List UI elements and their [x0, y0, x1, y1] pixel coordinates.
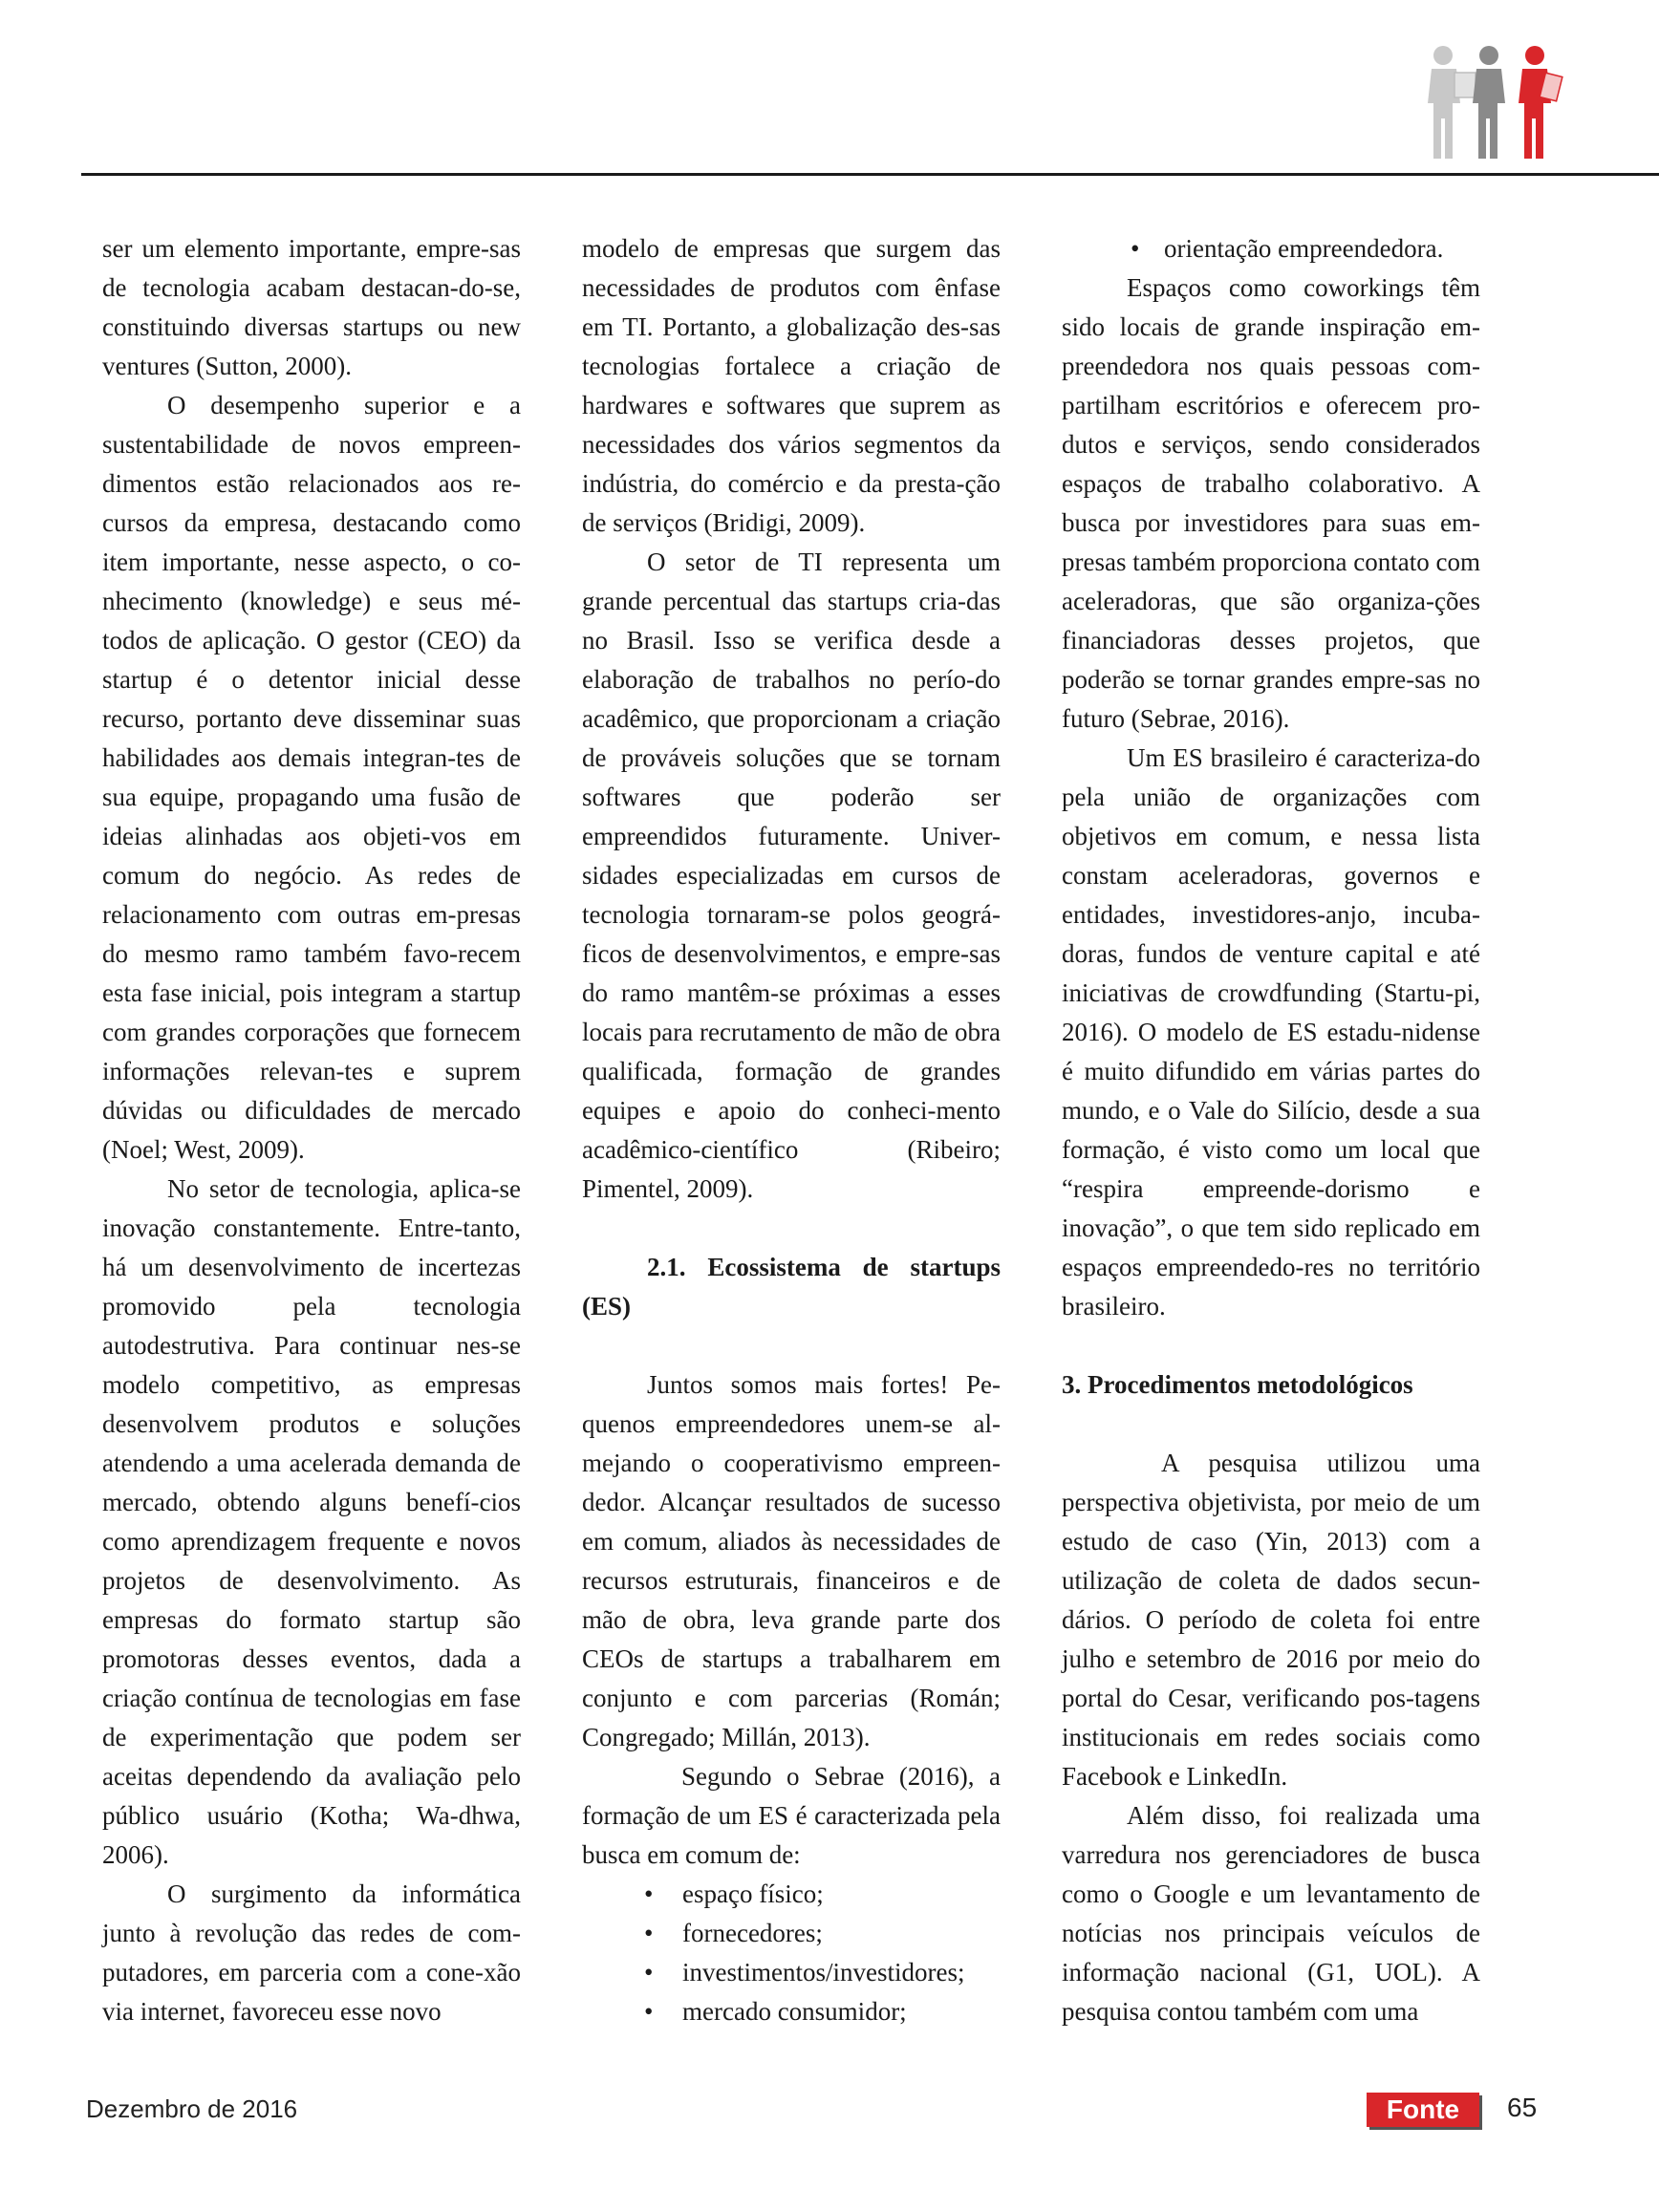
- list-item: • espaço físico;: [582, 1875, 1001, 1914]
- list-item: • orientação empreendedora.: [1062, 229, 1480, 268]
- list-item: • investimentos/investidores;: [582, 1953, 1001, 1992]
- bullet-list: [1062, 229, 1480, 268]
- paragraph: Um ES brasileiro é caracteriza-do pela união de organizações com objetivos em comum, e nessa lista constam aceleradoras, governos e entidades, investidores-anjo, incuba-doras, fundos de venture capital e até iniciativas de crowdfunding (Startu-pi, 2016). O modelo de ES estadu-nidense é muito difundido em várias partes do mundo, e o Vale do Silício, desde a sua formação, é visto como um local que “respira empreende-dorismo e inovação”, o que tem sido replicado em espaços empreendedo-res no território brasileiro.: [1062, 743, 1480, 1321]
- paragraph: ser um elemento importante, empre-sas de tecnologia acabam destacan-do-se, constituindo diversas startups ou new ventures (Sutton, 2000).: [102, 234, 521, 380]
- section-heading-3: 3. Procedimentos metodológicos: [1062, 1370, 1413, 1399]
- paragraph: O setor de TI representa um grande percentual das startups cria-das no Brasil. Isso se verifica desde a elaboração de trabalhos no perío-do acadêmico, que proporcionam a criação de prováveis soluções que se tornam softwares que poderão ser empreendidos futuramente. Univer-sidades especializadas em cursos de tecnologia tornaram-se polos geográ-ficos de desenvolvimentos, e empre-sas do ramo mantêm-se próximas a esses locais para recrutamento de mão de obra qualificada, formação de grandes equipes e apoio do conheci-mento acadêmico-científico (Ribeiro; Pimentel, 2009).: [582, 548, 1001, 1203]
- page-number: 65: [1507, 2093, 1538, 2122]
- bullet-list: [582, 1875, 1001, 2031]
- paragraph: Além disso, foi realizada uma varredura nos gerenciadores de busca como o Google e um levantamento de notícias nos principais veículos de informação nacional (G1, UOL). A pesquisa contou também com uma: [1062, 1801, 1480, 2026]
- text-column-2: [582, 229, 1001, 2031]
- list-item: • fornecedores;: [582, 1914, 1001, 1953]
- paragraph: O surgimento da informática junto à revolução das redes de com-putadores, em parceria com a cone-xão via internet, favoreceu esse novo: [102, 1879, 521, 2026]
- magazine-brand-logo: Fonte: [1367, 2093, 1479, 2127]
- three-people-figures-icon: [1422, 42, 1565, 176]
- footer-date: Dezembro de 2016: [86, 2094, 298, 2123]
- section-heading-2-1: 2.1. Ecossistema de startups (ES): [582, 1253, 1001, 1321]
- paragraph: Segundo o Sebrae (2016), a formação de um ES é caracterizada pela busca em comum de:: [582, 1762, 1001, 1869]
- paragraph: modelo de empresas que surgem das necessidades de produtos com ênfase em TI. Portanto, a globalização des-sas tecnologias fortalece a criação de hardwares e softwares que suprem as necessidades dos vários segmentos da indústria, do comércio e da presta-ção de serviços (Bridigi, 2009).: [582, 234, 1001, 537]
- paragraph: Espaços como coworkings têm sido locais de grande inspiração em-preendedora nos quais pessoas com-partilham escritórios e oferecem pro-dutos e serviços, sendo considerados espaços de trabalho colaborativo. A busca por investidores para suas em-presas também proporciona contato com aceleradoras, que são organiza-ções financiadoras desses projetos, que poderão se tornar grandes empre-sas no futuro (Sebrae, 2016).: [1062, 273, 1480, 733]
- paragraph: Juntos somos mais fortes! Pe-quenos empreendedores unem-se al-mejando o cooperativismo empreen-dedor. Alcançar resultados de sucesso em comum, aliados às necessidades de recursos estruturais, financeiros e de mão de obra, leva grande parte dos CEOs de startups a trabalharem em conjunto e com parcerias (Román; Congregado; Millán, 2013).: [582, 1370, 1001, 1751]
- list-item: • mercado consumidor;: [582, 1992, 1001, 2031]
- paragraph: No setor de tecnologia, aplica-se inovação constantemente. Entre-tanto, há um desenvolvimento de incertezas promovido pela tecnologia autodestrutiva. Para continuar nes-se modelo competitivo, as empresas desenvolvem produtos e soluções atendendo a uma acelerada demanda de mercado, obtendo alguns benefí-cios como aprendizagem frequente e novos projetos de desenvolvimento. As empresas do formato startup são promotoras desses eventos, dada a criação contínua de tecnologias em fase de experimentação que podem ser aceitas dependendo da avaliação pelo público usuário (Kotha; Wa-dhwa, 2006).: [102, 1174, 521, 1869]
- paragraph: O desempenho superior e a sustentabilidade de novos empreen-dimentos estão relacionados aos re-cursos da empresa, destacando como item importante, nesse aspecto, o co-nhecimento (knowledge) e seus mé-todos de aplicação. O gestor (CEO) da startup é o detentor inicial desse recurso, portanto deve disseminar suas habilidades aos demais integran-tes de sua equipe, propagando uma fusão de ideias alinhadas aos objeti-vos em comum do negócio. As redes de relacionamento com outras em-presas do mesmo ramo também favo-recem esta fase inicial, pois integram a startup com grandes corporações que fornecem informações relevan-tes e suprem dúvidas ou dificuldades de mercado (Noel; West, 2009).: [102, 391, 521, 1164]
- paragraph: A pesquisa utilizou uma perspectiva objetivista, por meio de um estudo de caso (Yin, 2013) com a utilização de coleta de dados secun-dários. O período de coleta foi entre julho e setembro de 2016 por meio do portal do Cesar, verificando pos-tagens institucionais em redes sociais como Facebook e LinkedIn.: [1062, 1449, 1480, 1791]
- header-rule: [81, 173, 1659, 176]
- text-column-3: [1062, 229, 1480, 2031]
- text-column-1: [102, 229, 521, 2031]
